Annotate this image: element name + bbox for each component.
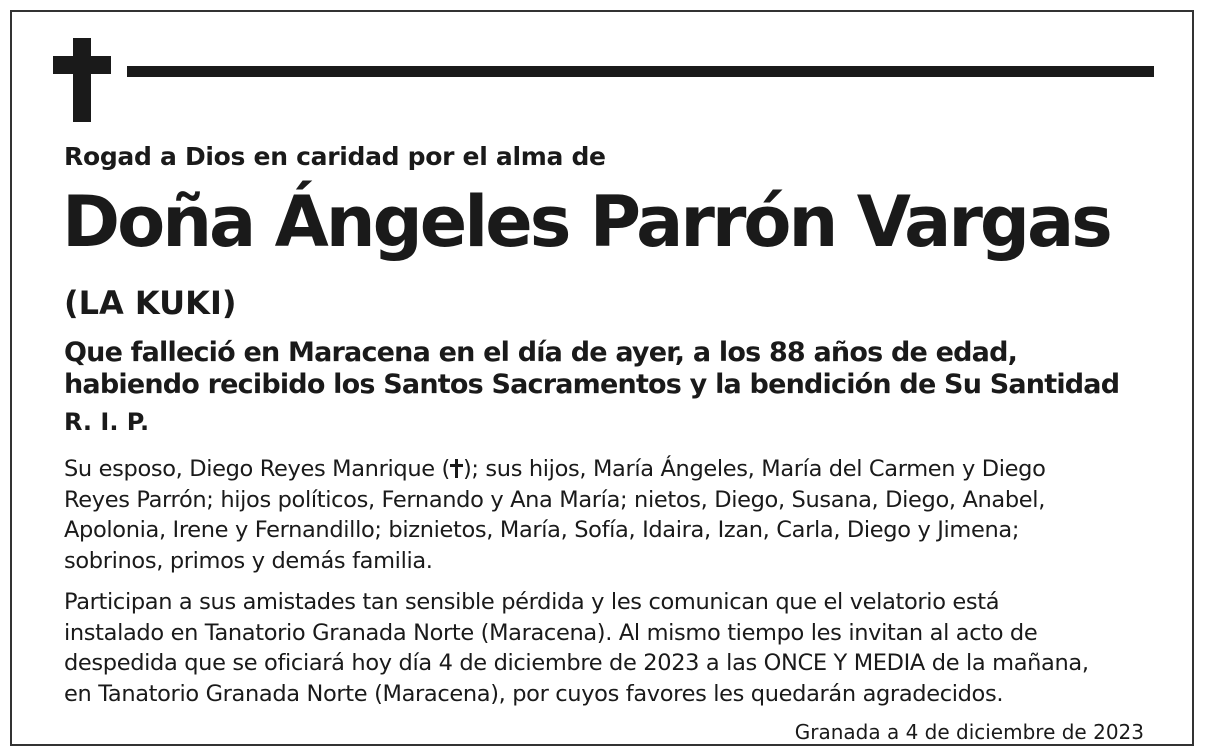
- family-line-start: Su esposo, Diego Reyes Manrique (: [64, 456, 450, 482]
- announcement-line: instalado en Tanatorio Granada Norte (Maracena). Al mismo tiempo les invitan al acto de: [64, 619, 1038, 646]
- deceased-cross-icon: [450, 459, 463, 478]
- death-notice: [64, 337, 1119, 401]
- rip-text: R. I. P.: [64, 408, 150, 436]
- family-line: Reyes Parrón; hijos políticos, Fernando y Ana María; nietos, Diego, Susana, Diego, Anabel,: [64, 486, 1045, 513]
- intro-text: Rogad a Dios en caridad por el alma de: [64, 142, 606, 171]
- family-line: [64, 454, 1046, 485]
- family-paragraph: [64, 454, 1046, 576]
- announcement-line: en Tanatorio Granada Norte (Maracena), por cuyos favores les quedarán agradecidos.: [64, 680, 1004, 707]
- nickname: (LA KUKI): [64, 284, 237, 322]
- death-notice-line: Que falleció en Maracena en el día de ayer, a los 88 años de edad,: [64, 337, 1018, 368]
- obituary-card: [10, 10, 1194, 746]
- family-line: Apolonia, Irene y Fernandillo; biznietos, María, Sofía, Idaira, Izan, Carla, Diego y Jimena;: [64, 517, 1020, 543]
- announcement-paragraph: [64, 587, 1089, 709]
- family-line-end: ); sus hijos, María Ángeles, María del Carmen y Diego: [462, 456, 1046, 482]
- announcement-line: despedida que se oficiará hoy día 4 de diciembre de 2023 a las ONCE Y MEDIA de la mañana,: [64, 650, 1089, 676]
- header-rule: [127, 66, 1154, 77]
- deceased-name: Doña Ángeles Parrón Vargas: [62, 181, 1110, 263]
- dateline: Granada a 4 de diciembre de 2023: [794, 720, 1144, 744]
- death-notice-line: habiendo recibido los Santos Sacramentos y la bendición de Su Santidad: [64, 369, 1120, 400]
- family-line: sobrinos, primos y demás familia.: [64, 547, 433, 574]
- latin-cross-icon: [53, 38, 111, 122]
- announcement-line: Participan a sus amistades tan sensible pérdida y les comunican que el velatorio está: [64, 589, 1000, 615]
